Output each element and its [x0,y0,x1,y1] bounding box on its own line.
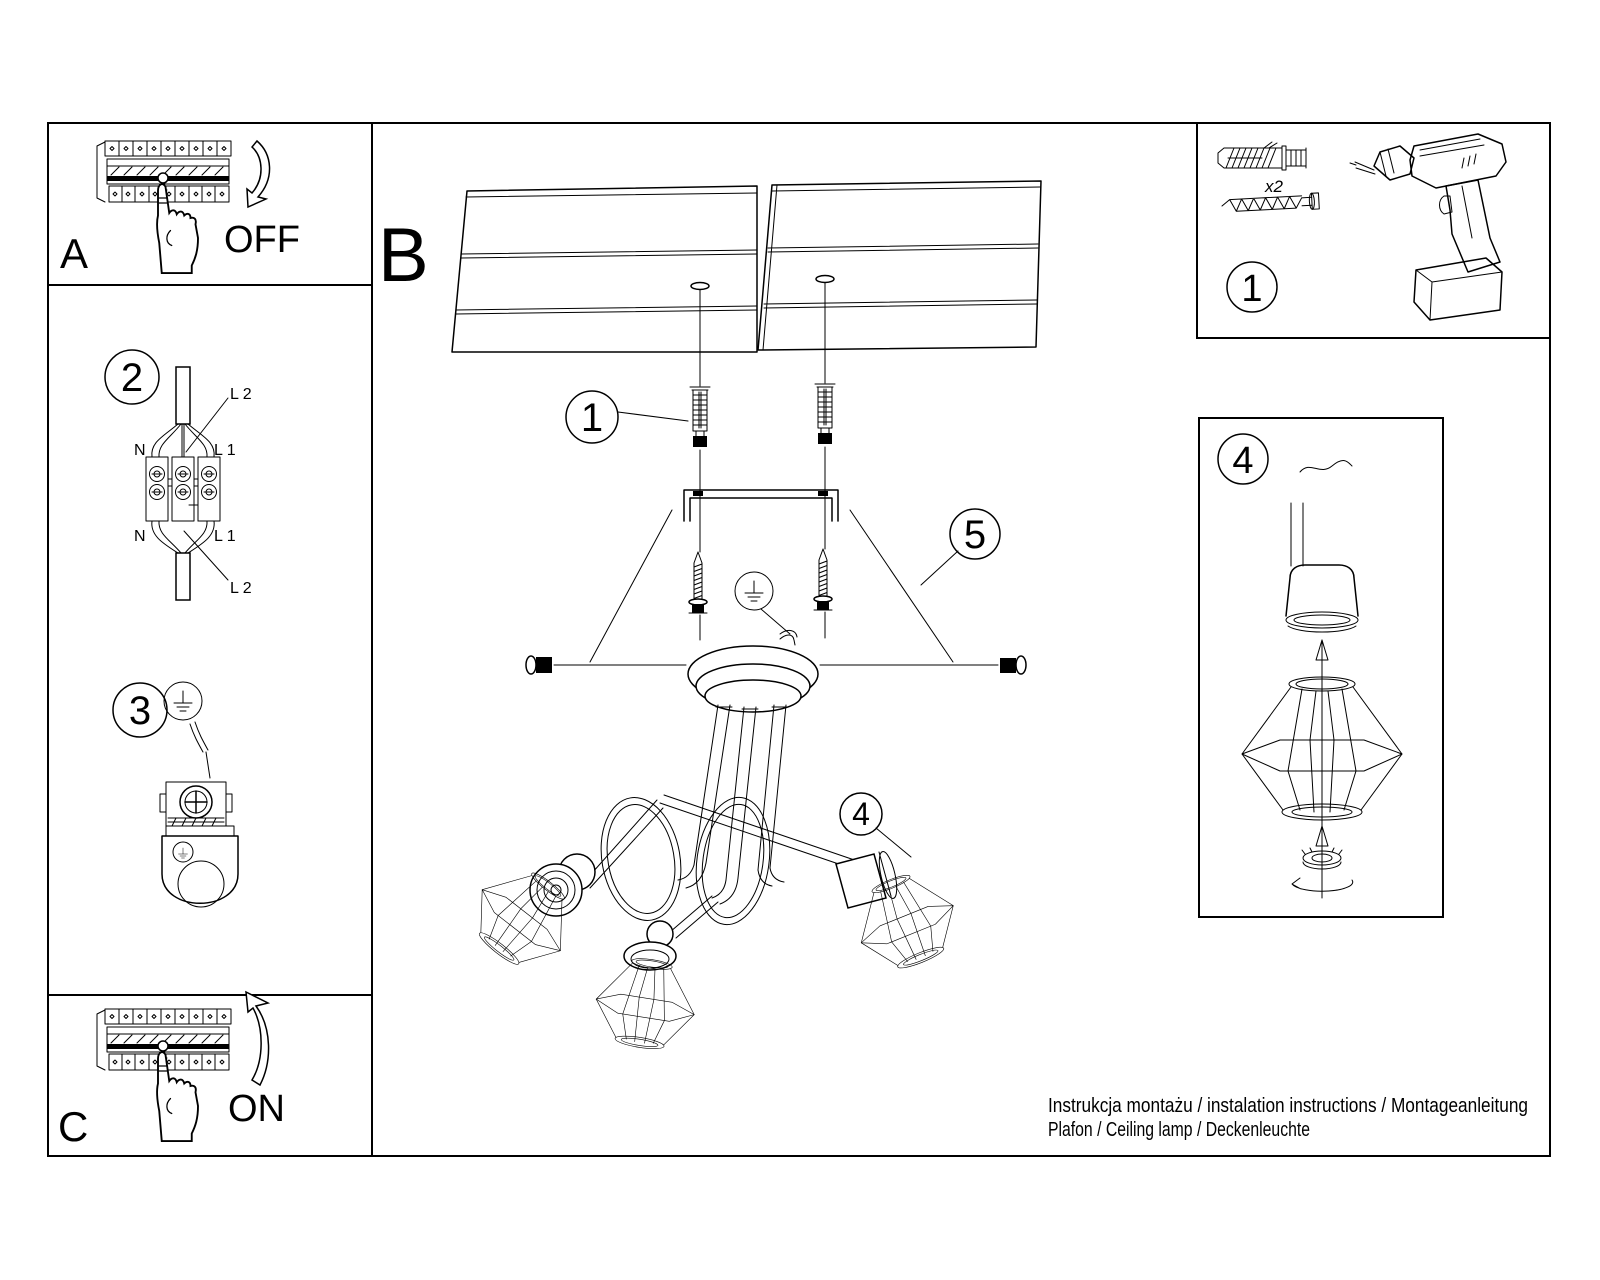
shade-assembly-panel [1218,434,1402,898]
ground-terminal-icon [160,782,232,826]
panel-c-label: C [58,1103,89,1150]
callout-shade [840,793,911,857]
mounting-bracket-icon [684,490,838,521]
power-off-label: OFF [224,219,300,261]
mounting-screw-icon [689,552,707,613]
main-assembly-view [378,181,1041,1055]
callout-bracket [921,509,1000,585]
power-on-label: ON [228,1088,285,1130]
callout-1-number: 1 [580,396,604,440]
panel-b-label: B [378,213,429,298]
callout-anchors [566,391,688,443]
ground-symbol-icon [164,682,202,720]
terminal-block-icon [146,457,220,521]
wire-label-l1-bottom: L 1 [214,528,236,545]
page-frame [48,123,1550,1156]
step-3-number: 3 [128,689,152,733]
ground-bracket-icon [162,826,238,907]
wire-label-l2-top: L 2 [230,386,252,403]
pressing-hand-icon [157,1052,198,1141]
wall-plug-horizontal-icon [1218,142,1306,170]
footer-line-2: Plafon / Ceiling lamp / Deckenleuchte [1048,1119,1310,1141]
ceiling-panels [452,181,1041,352]
shade-panel-number: 4 [1232,440,1254,482]
anchor-quantity-label: x2 [1265,177,1283,196]
ceiling-canopy-icon [688,646,818,712]
tools-panel-number: 1 [1241,268,1263,310]
arrow-up-icon [246,992,269,1085]
pressing-hand-icon [157,184,198,273]
drill-hole [691,283,709,290]
panel-a-power-off [60,141,300,277]
wire-label-l2-bottom: L 2 [230,580,252,597]
wire-label-n-bottom: N [134,528,146,545]
lamp-socket-icon [1286,565,1358,632]
lamp-body [457,705,969,1055]
callout-4-number: 4 [852,796,870,832]
footer [1048,1095,1528,1141]
panel-c-power-on [58,992,285,1150]
tools-panel [1218,134,1506,320]
mounting-screw-icon [814,549,832,610]
footer-line-1: Instrukcja montażu / instalation instructions / Montageanleitung [1048,1095,1528,1117]
wall-plug-icon [690,387,710,447]
wire-label-n-top: N [134,442,146,459]
cage-shade-icon [590,952,702,1055]
callout-5-number: 5 [963,513,987,557]
drill-icon [1350,134,1506,320]
cable-icon [1300,461,1352,472]
step-3-grounding [113,682,238,907]
panel-a-label: A [60,230,89,277]
wall-plug-icon [815,384,835,444]
step-2-number: 2 [120,356,144,400]
screw-horizontal-icon [1222,193,1320,214]
step-2-wiring [105,350,252,600]
drill-hole [816,276,834,283]
wire-label-l1-top: L 1 [214,442,236,459]
arrow-down-icon [247,141,270,207]
ground-symbol-icon [735,572,797,645]
